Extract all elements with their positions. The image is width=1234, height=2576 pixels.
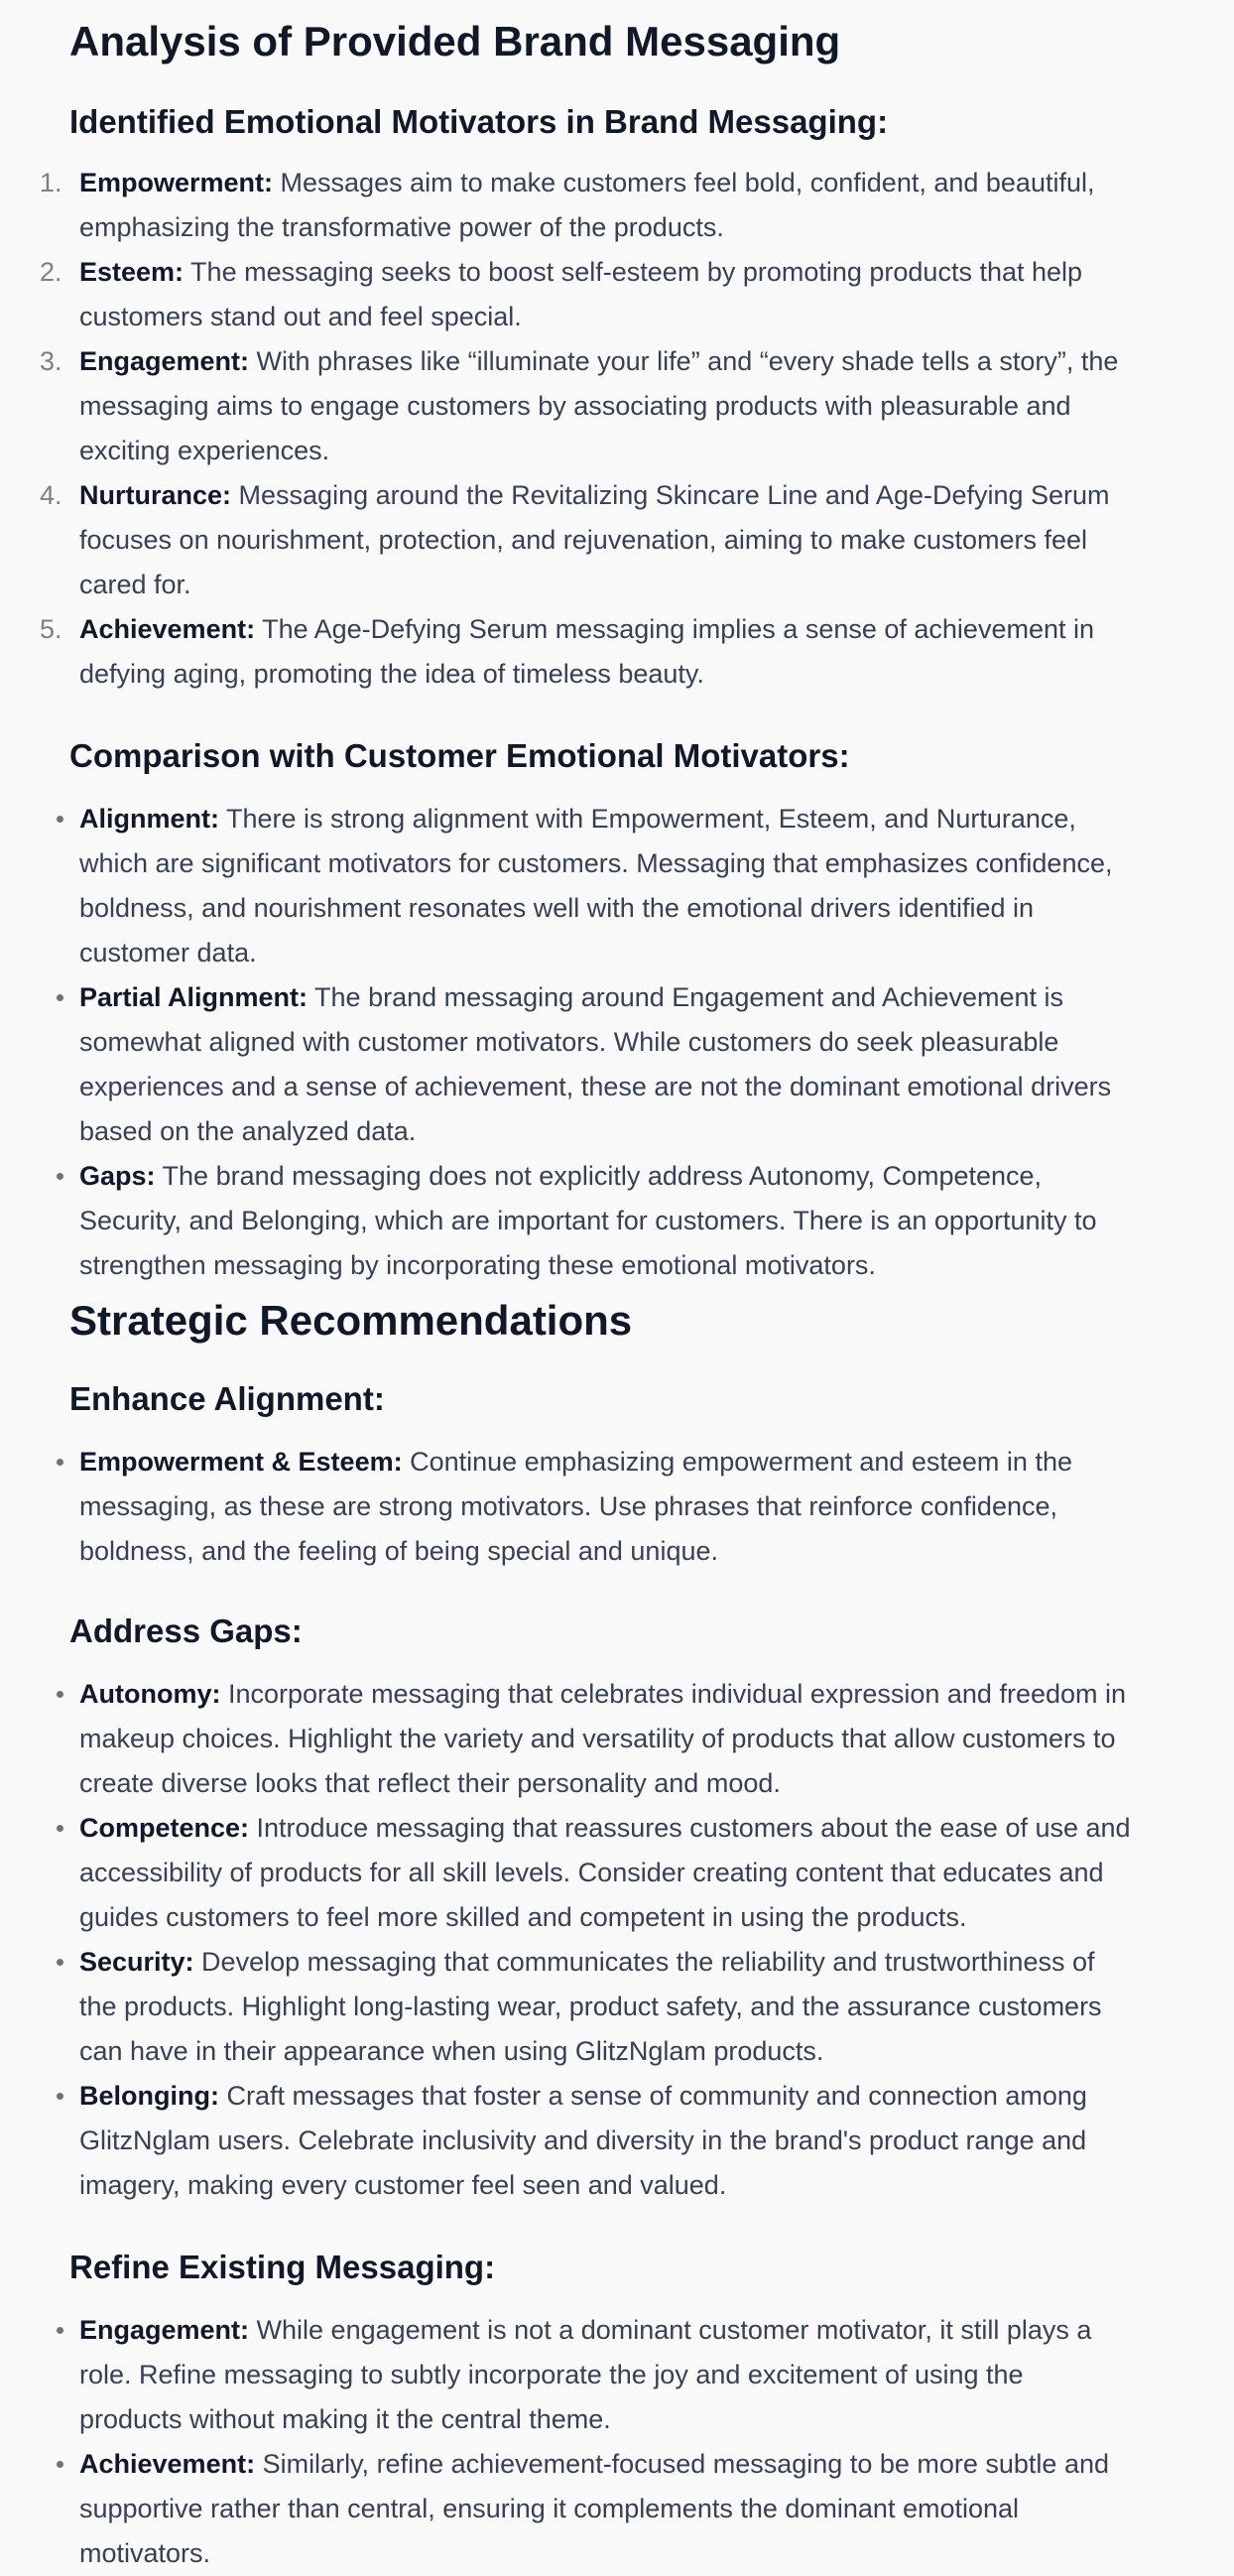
list-item: [0, 1940, 1131, 2074]
item-text: The brand messaging does not explicitly address Autonomy, Competence, Security, and Belonging, which are important for customers. There is an opportunity to strengthen messaging by incorporating these emotional motivators.: [79, 1161, 1097, 1280]
list-item: [0, 1672, 1131, 1806]
bullet-icon: [57, 1173, 63, 1180]
item-text: Similarly, refine achievement-focused messaging to be more subtle and supportive rather than central, ensuring it complements the dominant emotional motivators.: [79, 2449, 1109, 2568]
comparison-list: [0, 797, 1234, 1288]
item-text: The Age-Defying Serum messaging implies a sense of achievement in defying aging, promoting the idea of timeless beauty.: [79, 614, 1095, 689]
item-term: Partial Alignment:: [79, 982, 308, 1012]
list-item: [0, 2308, 1131, 2442]
comparison-heading: Comparison with Customer Emotional Motivators:: [69, 737, 850, 774]
item-term: Competence:: [79, 1813, 250, 1843]
list-item: [0, 975, 1131, 1154]
motivators-list: [0, 161, 1234, 697]
list-item: [0, 1440, 1131, 1574]
bullet-icon: [57, 2461, 63, 2468]
item-term: Alignment:: [79, 804, 219, 834]
list-item: [0, 250, 1131, 339]
gaps-heading: Address Gaps:: [69, 1612, 303, 1649]
bullet-icon: [57, 1691, 63, 1698]
analysis-title: Analysis of Provided Brand Messaging: [69, 18, 841, 64]
list-number: 5.: [40, 614, 62, 644]
list-item: [0, 339, 1131, 473]
item-text: Messages aim to make customers feel bold, confident, and beautiful, emphasizing the transformative power of the products.: [79, 168, 1095, 242]
enhance-list: [0, 1440, 1234, 1574]
refine-list: [0, 2308, 1234, 2576]
list-item: [0, 1806, 1131, 1940]
item-text: Incorporate messaging that celebrates individual expression and freedom in makeup choices. Highlight the variety and versatility of products that allow customers to create diverse looks that reflect their personality and mood.: [79, 1679, 1127, 1798]
bullet-icon: [57, 1959, 63, 1966]
bullet-icon: [57, 2327, 63, 2334]
item-term: Engagement:: [79, 346, 250, 376]
bullet-icon: [57, 1825, 63, 1832]
item-text: There is strong alignment with Empowerment, Esteem, and Nurturance, which are significant motivators for customers. Messaging that emphasizes confidence, boldness, and nourishment resonates well with the emotional drivers identified in customer data.: [79, 804, 1113, 967]
item-term: Achievement:: [79, 614, 256, 644]
item-text: With phrases like “illuminate your life” and “every shade tells a story”, the messaging aims to engage customers by associating products with pleasurable and exciting experiences.: [79, 346, 1119, 465]
item-term: Nurturance:: [79, 480, 232, 510]
list-item: [0, 2442, 1131, 2576]
item-text: Develop messaging that communicates the reliability and trustworthiness of the products. Highlight long-lasting wear, product safety, and the assurance customers can have in their appearance when using GlitzNglam products.: [79, 1947, 1102, 2066]
item-text: Craft messages that foster a sense of community and connection among GlitzNglam users. Celebrate inclusivity and diversity in the brand's product range and imagery, making every customer feel seen and valued.: [79, 2081, 1087, 2200]
item-term: Gaps:: [79, 1161, 156, 1191]
list-number: 2.: [40, 257, 62, 287]
item-term: Belonging:: [79, 2081, 219, 2111]
item-term: Achievement:: [79, 2449, 256, 2479]
refine-heading: Refine Existing Messaging:: [69, 2249, 496, 2285]
item-term: Esteem:: [79, 257, 185, 287]
list-item: [0, 607, 1131, 697]
bullet-icon: [57, 2093, 63, 2100]
list-item: [0, 473, 1131, 607]
item-term: Security:: [79, 1947, 194, 1977]
gaps-list: [0, 1672, 1234, 2208]
item-text: The brand messaging around Engagement and Achievement is somewhat aligned with customer motivators. While customers do seek pleasurable experiences and a sense of achievement, these are not the dominant emotional drivers based on the analyzed data.: [79, 982, 1112, 1146]
list-number: 1.: [40, 168, 62, 197]
item-term: Empowerment:: [79, 168, 274, 197]
list-item: [0, 161, 1131, 250]
item-term: Empowerment & Esteem:: [79, 1447, 403, 1477]
bullet-icon: [57, 816, 63, 823]
strategy-title: Strategic Recommendations: [69, 1297, 633, 1344]
list-item: [0, 797, 1131, 975]
list-item: [0, 2074, 1131, 2208]
motivators-heading: Identified Emotional Motivators in Brand Messaging:: [69, 103, 889, 140]
bullet-icon: [57, 1459, 63, 1466]
list-number: 3.: [40, 346, 62, 376]
enhance-heading: Enhance Alignment:: [69, 1380, 385, 1417]
list-number: 4.: [40, 480, 62, 510]
item-term: Autonomy:: [79, 1679, 221, 1709]
item-text: While engagement is not a dominant customer motivator, it still plays a role. Refine messaging to subtly incorporate the joy and excitement of using the products without making it the central theme.: [79, 2315, 1092, 2434]
bullet-icon: [57, 994, 63, 1001]
item-term: Engagement:: [79, 2315, 250, 2345]
item-text: The messaging seeks to boost self-esteem by promoting products that help customers stand out and feel special.: [79, 257, 1083, 331]
item-text: Messaging around the Revitalizing Skincare Line and Age-Defying Serum focuses on nourishment, protection, and rejuvenation, aiming to make customers feel cared for.: [79, 480, 1110, 599]
item-text: Introduce messaging that reassures customers about the ease of use and accessibility of products for all skill levels. Consider creating content that educates and guides customers to feel more skilled and competent in using the products.: [79, 1813, 1131, 1932]
item-text: Continue emphasizing empowerment and esteem in the messaging, as these are strong motivators. Use phrases that reinforce confidence, boldness, and the feeling of being special and unique.: [79, 1447, 1072, 1566]
list-item: [0, 1154, 1131, 1288]
